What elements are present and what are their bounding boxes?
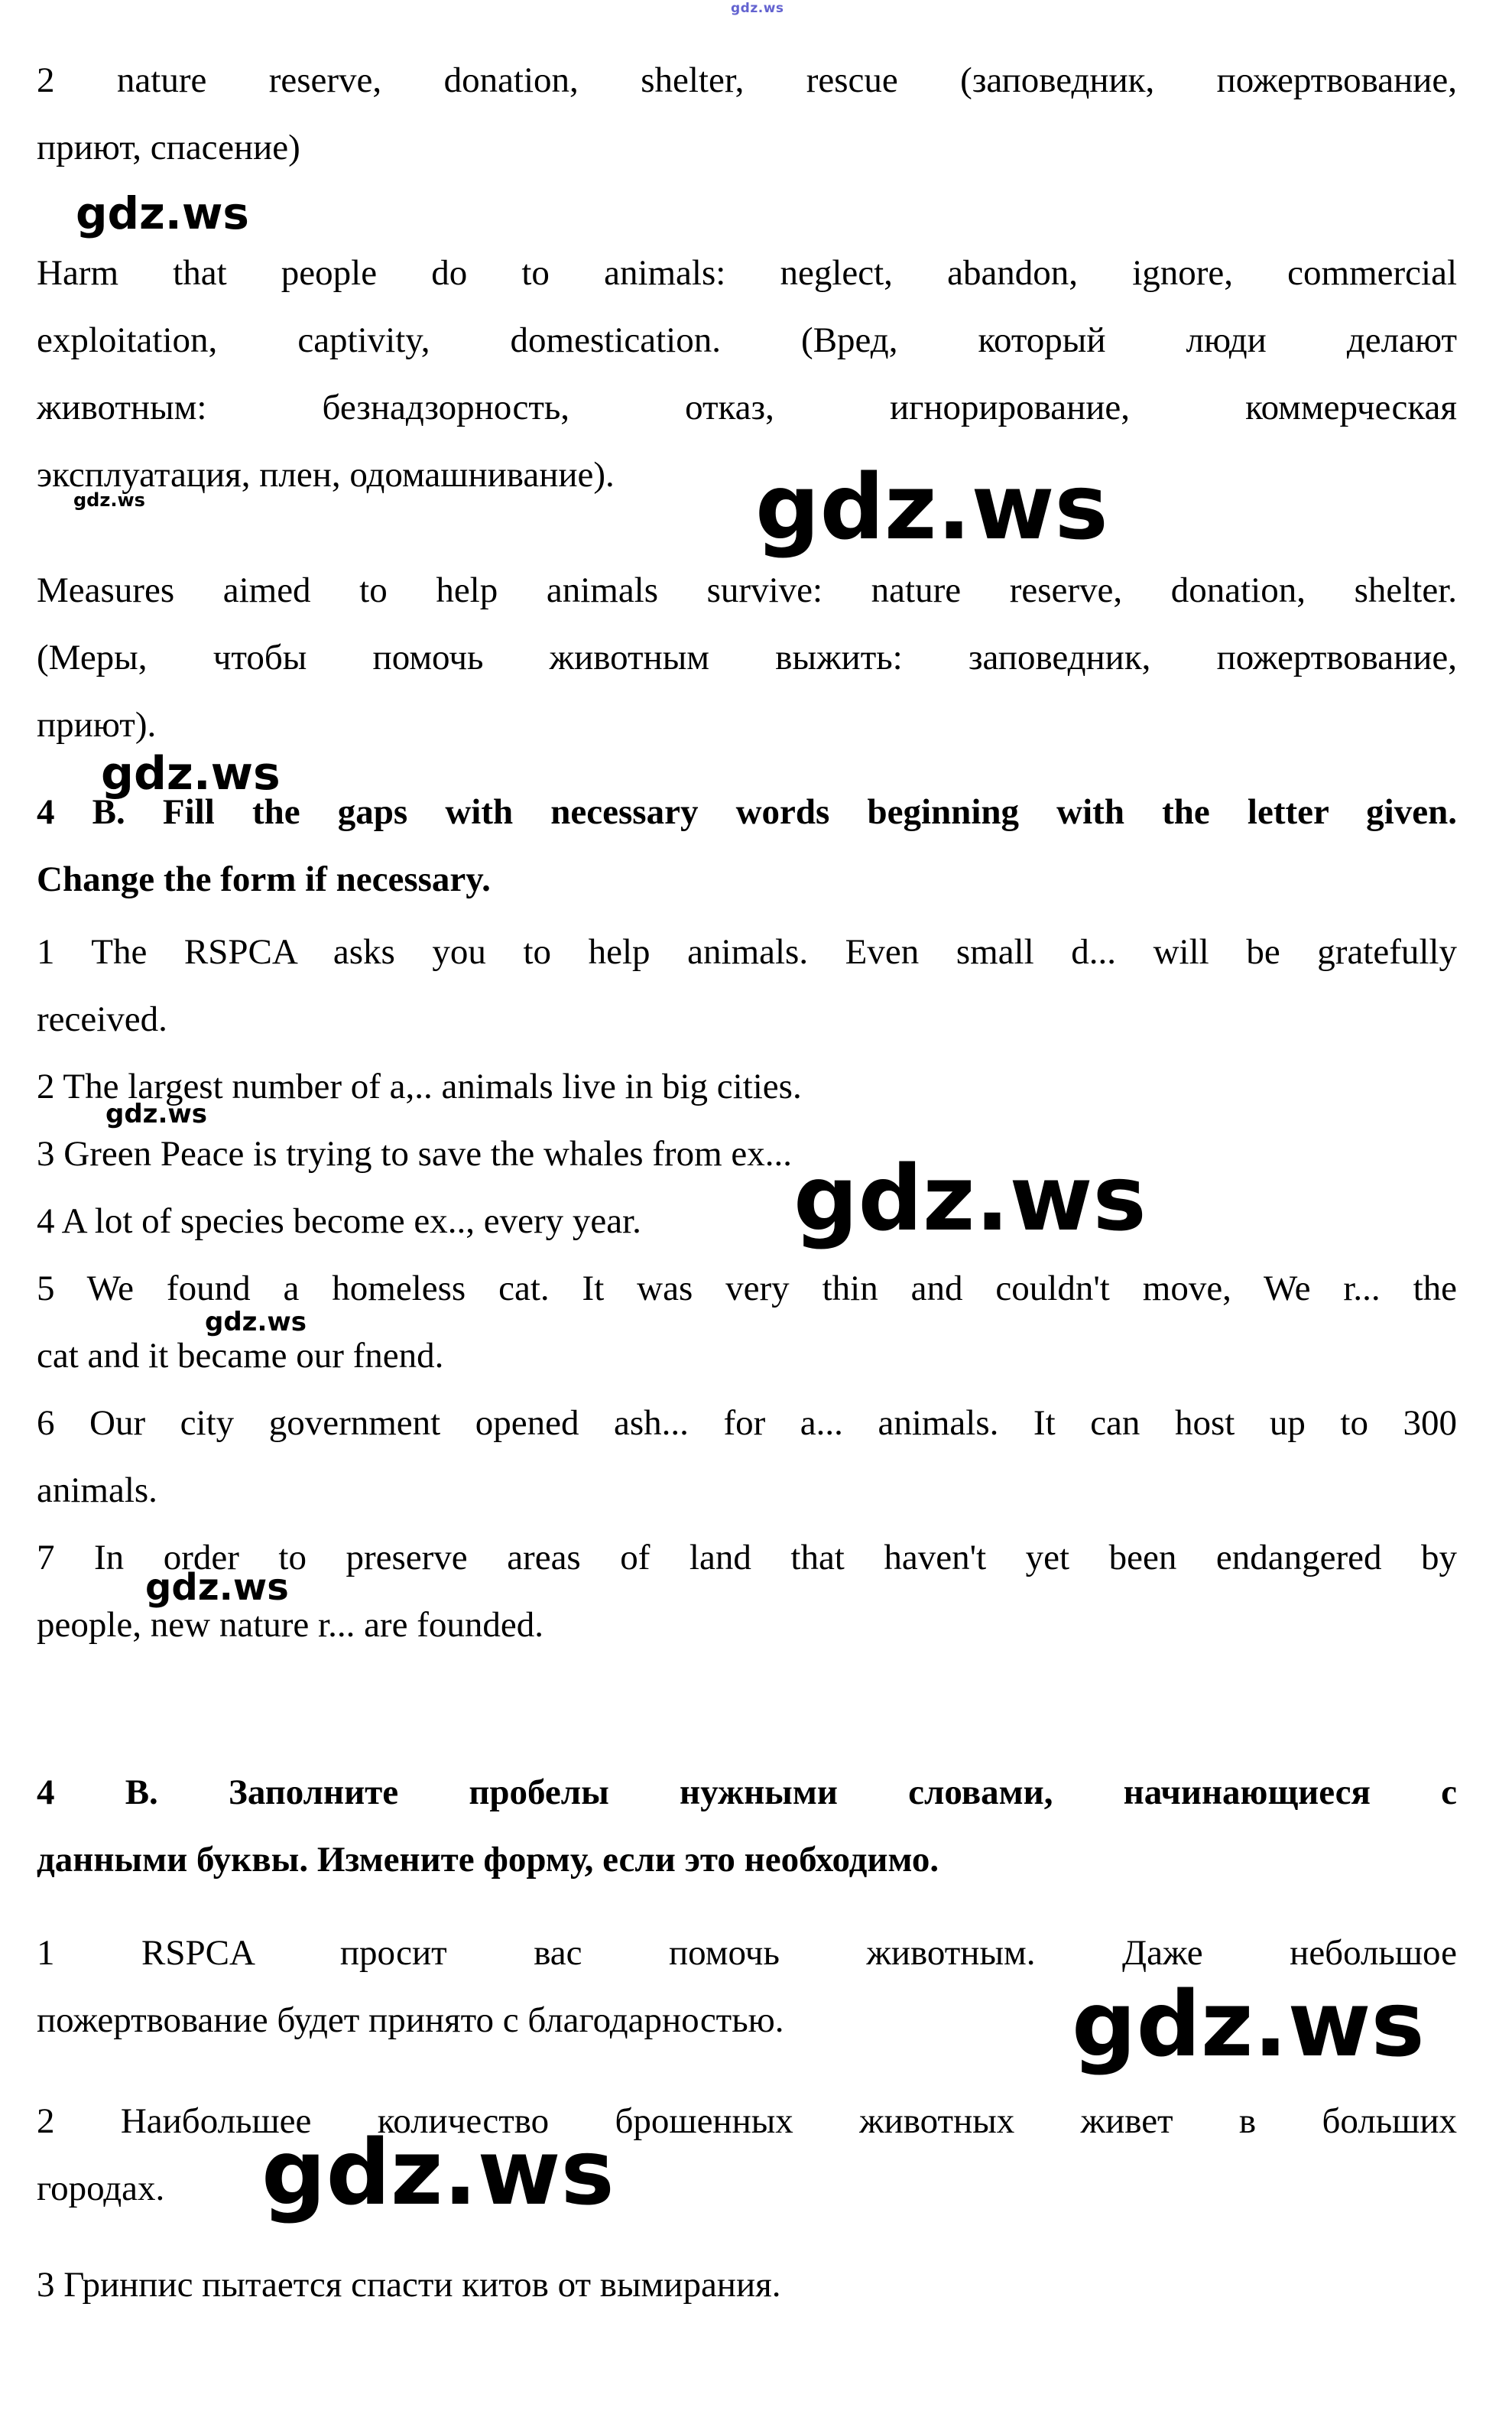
- task-item-en-3: 3 Green Peace is trying to save the whales from ex...: [37, 1134, 792, 1174]
- task-item-en-1-line-1: 1 The RSPCA asks you to help animals. Even small d... will be gratefully: [37, 932, 1457, 972]
- task-item-en-4: 4 A lot of species become ex.., every year.: [37, 1201, 641, 1241]
- answer2-en-line-2: приют, спасение): [37, 128, 300, 167]
- harm-paragraph-line-2: exploitation, captivity, domestication. (Вред, который люди делают: [37, 320, 1457, 360]
- watermark-gdzws-small-2: gdz.ws: [105, 1099, 208, 1129]
- task-item-en-6-line-2: animals.: [37, 1470, 157, 1510]
- watermark-gdzws-bold-1: gdz.ws: [76, 187, 249, 239]
- task-heading-ru-line-2: данными буквы. Измените форму, если это необходимо.: [37, 1840, 939, 1880]
- task-item-ru-2-line-1: 2 Наибольшее количество брошенных животных живет в больших: [37, 2101, 1457, 2141]
- task-item-en-2: 2 The largest number of a,.. animals live in big cities.: [37, 1067, 802, 1106]
- watermark-gdzws-top: gdz.ws: [731, 1, 784, 16]
- harm-paragraph-line-1: Harm that people do to animals: neglect, abandon, ignore, commercial: [37, 253, 1457, 293]
- task-item-ru-3: 3 Гринпис пытается спасти китов от вымирания.: [37, 2265, 781, 2305]
- task-item-en-1-line-2: received.: [37, 999, 167, 1039]
- watermark-gdzws-large-3: gdz.ws: [1072, 1971, 1425, 2077]
- harm-paragraph-line-3: животным: безнадзорность, отказ, игнорирование, коммерческая: [37, 388, 1457, 427]
- measures-paragraph-line-1: Measures aimed to help animals survive: nature reserve, donation, shelter.: [37, 570, 1457, 610]
- task-item-ru-1-line-1: 1 RSPCA просит вас помочь животным. Даже небольшое: [37, 1933, 1457, 1973]
- watermark-gdzws-large-2: gdz.ws: [793, 1145, 1147, 1251]
- answer2-en-line-1: 2 nature reserve, donation, shelter, rescue (заповедник, пожертвование,: [37, 60, 1457, 100]
- watermark-gdzws-small-3: gdz.ws: [205, 1307, 307, 1337]
- task-item-ru-2-line-2: городах.: [37, 2169, 165, 2208]
- task-heading-en-line-2: Change the form if necessary.: [37, 859, 491, 899]
- watermark-gdzws-small-1: gdz.ws: [73, 489, 145, 511]
- harm-paragraph-line-4: эксплуатация, плен, одомашнивание).: [37, 455, 615, 495]
- task-item-en-7-line-1: 7 In order to preserve areas of land that haven't yet been endangered by: [37, 1538, 1457, 1577]
- task-item-en-5-line-1: 5 We found a homeless cat. It was very thin and couldn't move, We r... the: [37, 1269, 1457, 1308]
- measures-paragraph-line-2: (Меры, чтобы помочь животным выжить: заповедник, пожертвование,: [37, 638, 1457, 677]
- watermark-gdzws-medium-1: gdz.ws: [145, 1566, 289, 1609]
- task-item-en-5-line-2: cat and it became our fnend.: [37, 1336, 444, 1376]
- watermark-gdzws-large-4: gdz.ws: [261, 2120, 615, 2225]
- task-item-ru-1-line-2: пожертвование будет принято с благодарностью.: [37, 2000, 784, 2040]
- task-item-en-6-line-1: 6 Our city government opened ash... for a... animals. It can host up to 300: [37, 1403, 1457, 1443]
- watermark-gdzws-bold-2: gdz.ws: [101, 747, 281, 801]
- measures-paragraph-line-3: приют).: [37, 705, 157, 745]
- task-heading-ru-line-1: 4 В. Заполните пробелы нужными словами, начинающиеся с: [37, 1772, 1457, 1812]
- task-item-en-7-line-2: people, new nature r... are founded.: [37, 1605, 543, 1645]
- task-heading-en-line-1: 4 B. Fill the gaps with necessary words beginning with the letter given.: [37, 792, 1457, 832]
- watermark-gdzws-large-1: gdz.ws: [755, 454, 1108, 560]
- document-text-block: [37, 0, 1457, 2318]
